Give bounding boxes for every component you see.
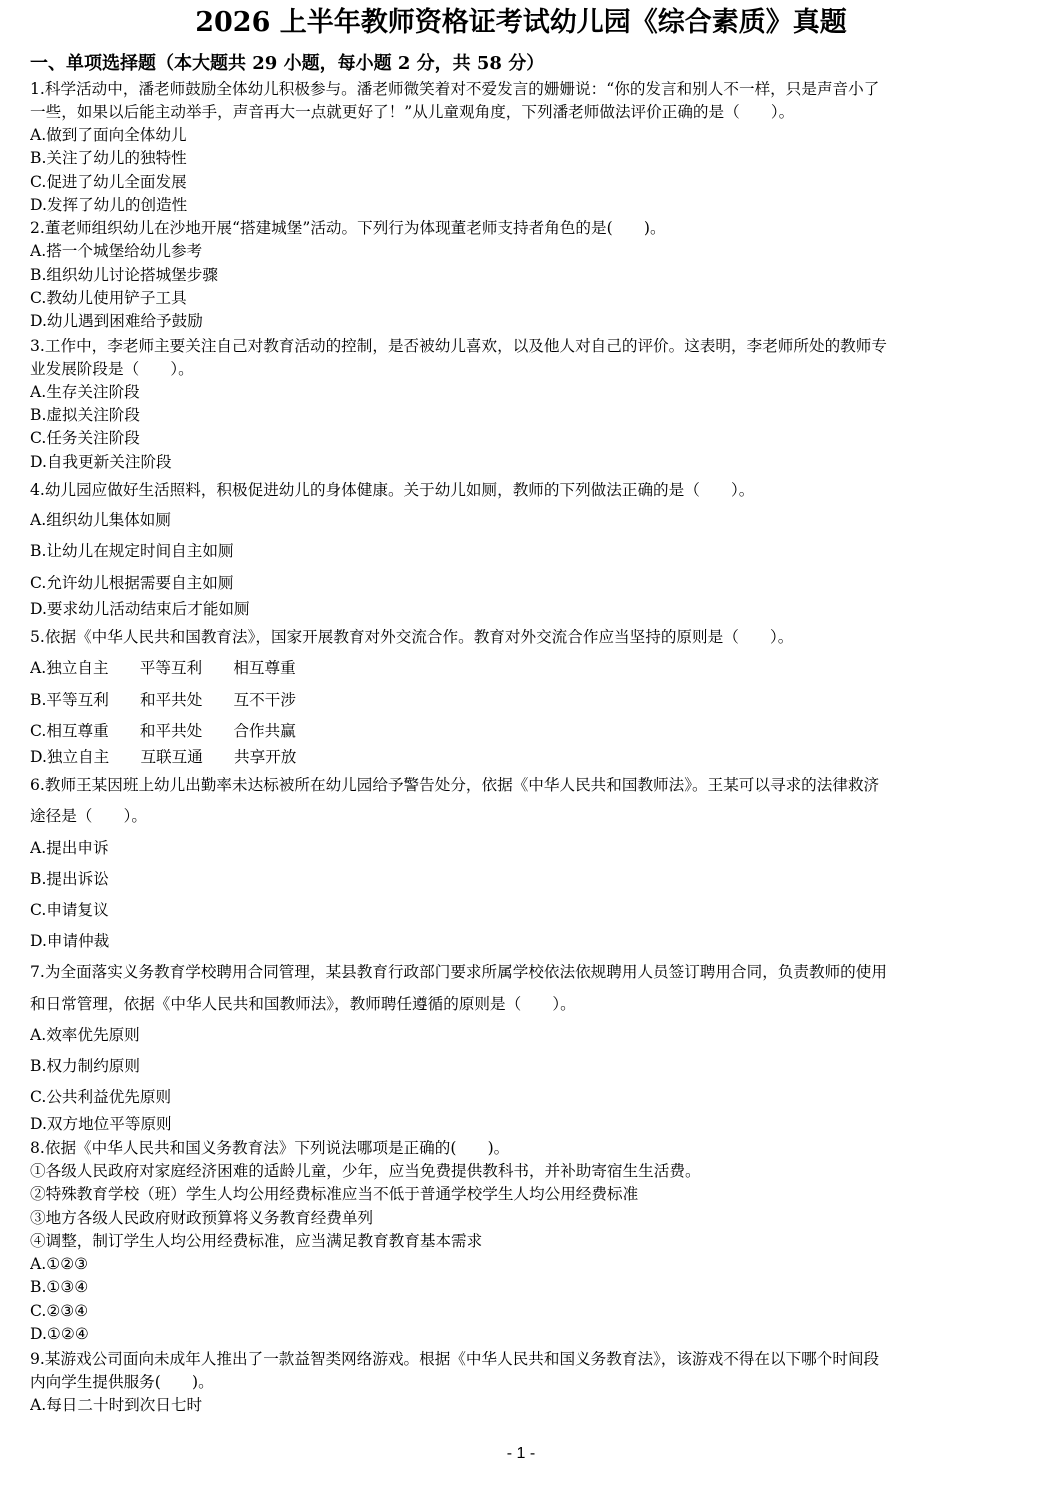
- question-2-option-a: A.搭一个城堡给幼儿参考: [30, 242, 203, 260]
- question-4-option-d: D.要求幼儿活动结束后才能如厕: [30, 600, 250, 618]
- question-7-stem-line-2: 和日常管理，依据《中华人民共和国教师法》，教师聘任遵循的原则是（ ）。: [30, 995, 576, 1013]
- question-6-option-b: B.提出诉讼: [30, 870, 109, 888]
- question-1-option-d: D.发挥了幼儿的创造性: [30, 196, 188, 214]
- question-4-option-a: A.组织幼儿集体如厕: [30, 511, 171, 529]
- question-6-option-c: C.申请复议: [30, 901, 109, 919]
- question-8-statement-4: ④调整，制订学生人均公用经费标准，应当满足教育教育基本需求: [30, 1232, 483, 1250]
- question-7-option-d: D.双方地位平等原则: [30, 1115, 172, 1133]
- question-1-option-a: A.做到了面向全体幼儿: [30, 126, 187, 144]
- question-1-option-b: B.关注了幼儿的独特性: [30, 149, 187, 167]
- question-3-stem-line-2: 业发展阶段是（ ）。: [30, 360, 194, 378]
- page-title: 2026 上半年教师资格证考试幼儿园《综合素质》真题: [195, 7, 847, 38]
- question-6-option-a: A.提出申诉: [30, 839, 109, 857]
- question-8-statement-3: ③地方各级人民政府财政预算将义务教育经费单列: [30, 1209, 374, 1227]
- question-7-option-c: C.公共利益优先原则: [30, 1088, 172, 1106]
- question-8-option-a: A.①②③: [30, 1255, 89, 1273]
- question-8-option-c: C.②③④: [30, 1302, 89, 1320]
- question-8-stem-line-1: 8.依据《中华人民共和国义务教育法》下列说法哪项是正确的( )。: [30, 1139, 510, 1157]
- question-4-option-c: C.允许幼儿根据需要自主如厕: [30, 574, 234, 592]
- question-6-stem-line-2: 途径是（ ）。: [30, 807, 147, 825]
- question-6-stem-line-1: 6.教师王某因班上幼儿出勤率未达标被所在幼儿园给予警告处分，依据《中华人民共和国教师法》。王某可以寻求的法律救济: [30, 776, 880, 794]
- question-7-option-b: B.权力制约原则: [30, 1057, 140, 1075]
- question-5-option-c: C.相互尊重 和平共处 合作共赢: [30, 722, 296, 740]
- question-2-option-b: B.组织幼儿讨论搭城堡步骤: [30, 266, 218, 284]
- question-2-option-c: C.教幼儿使用铲子工具: [30, 289, 187, 307]
- question-8-statement-1: ①各级人民政府对家庭经济困难的适龄儿童，少年，应当免费提供教科书，并补助寄宿生生活费。: [30, 1162, 701, 1180]
- question-9-option-a: A.每日二十时到次日七时: [30, 1396, 203, 1414]
- question-8-option-b: B.①③④: [30, 1278, 89, 1296]
- question-6-option-d: D.申请仲裁: [30, 932, 110, 950]
- question-1-stem-line-1: 1.科学活动中，潘老师鼓励全体幼儿积极参与。潘老师微笑着对不爱发言的姗姗说：“你的发言和别人不一样，只是声音小了: [30, 80, 880, 98]
- question-4-option-b: B.让幼儿在规定时间自主如厕: [30, 542, 234, 560]
- question-1-stem-line-2: 一些，如果以后能主动举手，声音再大一点就更好了！”从儿童观角度，下列潘老师做法评价正确的是（ ）。: [30, 103, 795, 121]
- question-4-stem-line-1: 4.幼儿园应做好生活照料，积极促进幼儿的身体健康。关于幼儿如厕，教师的下列做法正确的是（ ）。: [30, 481, 755, 499]
- question-3-option-d: D.自我更新关注阶段: [30, 453, 172, 471]
- question-7-stem-line-1: 7.为全面落实义务教育学校聘用合同管理，某县教育行政部门要求所属学校依法依规聘用人员签订聘用合同，负责教师的使用: [30, 963, 887, 981]
- question-2-option-d: D.幼儿遇到困难给予鼓励: [30, 312, 203, 330]
- question-9-stem-line-2: 内向学生提供服务( )。: [30, 1373, 214, 1391]
- question-7-option-a: A.效率优先原则: [30, 1026, 140, 1044]
- question-5-option-a: A.独立自主 平等互利 相互尊重: [30, 659, 296, 677]
- question-5-option-b: B.平等互利 和平共处 互不干涉: [30, 691, 296, 709]
- page-number: - 1 -: [506, 1445, 536, 1462]
- question-3-option-c: C.任务关注阶段: [30, 429, 140, 447]
- question-5-option-d: D.独立自主 互联互通 共享开放: [30, 748, 297, 766]
- question-1-option-c: C.促进了幼儿全面发展: [30, 173, 187, 191]
- question-2-stem-line-1: 2.董老师组织幼儿在沙地开展“搭建城堡”活动。下列行为体现董老师支持者角色的是( )。: [30, 219, 666, 237]
- section-heading: 一、单项选择题（本大题共 29 小题，每小题 2 分，共 58 分）: [30, 53, 545, 74]
- question-3-option-a: A.生存关注阶段: [30, 383, 140, 401]
- question-9-stem-line-1: 9.某游戏公司面向未成年人推出了一款益智类网络游戏。根据《中华人民共和国义务教育法》，该游戏不得在以下哪个时间段: [30, 1350, 880, 1368]
- question-3-option-b: B.虚拟关注阶段: [30, 406, 140, 424]
- question-8-option-d: D.①②④: [30, 1325, 89, 1343]
- question-8-statement-2: ②特殊教育学校（班）学生人均公用经费标准应当不低于普通学校学生人均公用经费标准: [30, 1185, 639, 1203]
- question-5-stem-line-1: 5.依据《中华人民共和国教育法》，国家开展教育对外交流合作。教育对外交流合作应当坚持的原则是（ ）。: [30, 628, 794, 646]
- question-3-stem-line-1: 3.工作中，李老师主要关注自己对教育活动的控制，是否被幼儿喜欢，以及他人对自己的评价。这表明，李老师所处的教师专: [30, 337, 887, 355]
